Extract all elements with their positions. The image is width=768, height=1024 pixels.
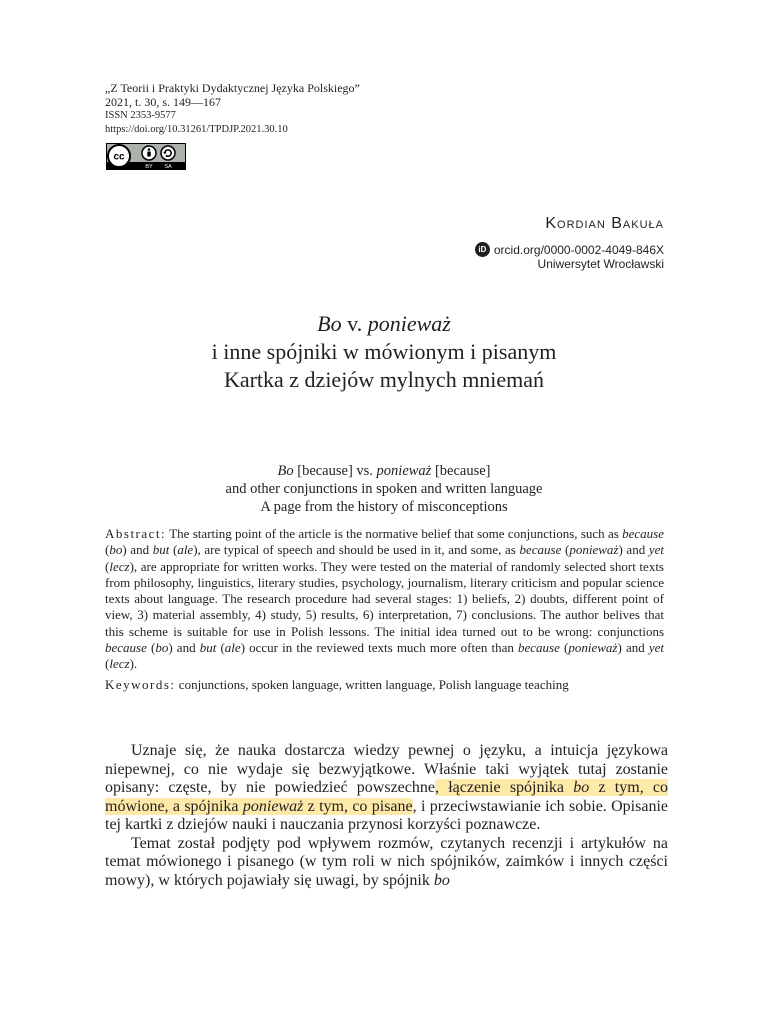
cc-license-badge[interactable] bbox=[106, 143, 186, 170]
title-line-2: i inne spójniki w mówionym i pisanym bbox=[211, 339, 557, 364]
highlight-part: z tym, co pisane bbox=[303, 797, 413, 815]
journal-issn: ISSN 2353-9577 bbox=[105, 110, 176, 121]
journal-name: „Z Teorii i Praktyki Dydaktycznej Języka Polskiego” bbox=[105, 81, 360, 95]
abstract-text: ( bbox=[105, 656, 110, 672]
abstract-text: The starting point of the article is the normative belief that some conjunctions, such as bbox=[166, 526, 623, 541]
sa-icon bbox=[161, 146, 175, 160]
en-title-bo: Bo bbox=[277, 463, 294, 479]
abstract-em: but bbox=[199, 640, 217, 656]
abstract-em: because bbox=[622, 526, 664, 541]
abstract-em: because bbox=[518, 640, 560, 656]
abstract-text: ), are typical of speech and should be used in it, and some, as bbox=[193, 542, 520, 558]
abstract-text: ) and bbox=[122, 542, 153, 558]
highlight-part: , łączenie spójnika bbox=[434, 779, 574, 796]
english-title bbox=[0, 462, 768, 516]
abstract-text: ). bbox=[129, 656, 138, 672]
author-block bbox=[475, 214, 664, 271]
paragraph-1 bbox=[105, 742, 668, 835]
abstract-em: lecz bbox=[109, 656, 130, 672]
abstract-text: ( bbox=[169, 542, 178, 558]
english-title-line-1 bbox=[0, 462, 768, 480]
keywords-text: conjunctions, spoken language, written language, Polish language teaching bbox=[175, 677, 569, 692]
highlight-part: z tym, co mówione, a spójnika bbox=[105, 779, 669, 815]
orcid-icon: iD bbox=[475, 242, 490, 257]
abstract-em: because bbox=[105, 640, 147, 656]
abstract-text: ) and bbox=[168, 640, 200, 656]
journal-info bbox=[105, 82, 360, 136]
journal-volume: 2021, t. 30, s. 149—167 bbox=[105, 94, 222, 109]
abstract-text: ( bbox=[105, 558, 110, 574]
english-title-line-3: A page from the history of misconceptions bbox=[260, 499, 508, 515]
abstract-text: ( bbox=[146, 640, 156, 656]
abstract-label: Abstract: bbox=[105, 526, 167, 541]
en-title-poniewaz: ponieważ bbox=[376, 463, 432, 479]
paragraph-text: , i przeciwstawianie ich sobie. Opisanie tej kartki z dziejów nauki i nauczania przynosi korzyści poznawcze. bbox=[105, 797, 669, 833]
title-bo: Bo bbox=[317, 311, 342, 336]
abstract-em: ale bbox=[177, 542, 194, 558]
paragraph-text: Temat został podjęty pod wpływem rozmów, czytanych recenzji i artykułów na temat mówionego i pisanego (w tym roli w nich spójników, zaimków i innych części mowy), w których pojawiały się uwagi, by spójnik bbox=[105, 834, 668, 889]
title-line-1 bbox=[0, 310, 768, 338]
journal-doi[interactable]: https://doi.org/10.31261/TPDJP.2021.30.10 bbox=[105, 123, 288, 135]
abstract-em: but bbox=[152, 542, 170, 558]
title-line-3: Kartka z dziejów mylnych mniemań bbox=[223, 367, 545, 392]
abstract bbox=[105, 526, 664, 673]
highlight-em: ponieważ bbox=[242, 797, 304, 815]
abstract-text: ) and bbox=[617, 640, 649, 656]
keywords bbox=[105, 677, 664, 693]
affiliation: Uniwersytet Wrocławski bbox=[537, 257, 664, 271]
svg-text:cc: cc bbox=[113, 151, 125, 163]
orcid-link[interactable]: orcid.org/0000-0002-4049-846X bbox=[493, 242, 664, 257]
abstract-em: ponieważ bbox=[568, 640, 618, 656]
en-title-because-1: [because] vs. bbox=[293, 463, 377, 479]
abstract-em: yet bbox=[648, 542, 664, 558]
abstract-text: ), are appropriate for written works. They were tested on the material of randomly selected short texts from philosophy, linguistics, literary studies, psychology, journalism, literary criticism and popular science texts about language. The research procedure had several stages: 1) beliefs, 2) doubts, different point of view, 3) material assembly, 4) study, 5) results, 6) interpretation, 7) conclusions. The author belives that this scheme is suitable for use in Polish lessons. The initial idea turned out to be wrong: conjunctions bbox=[105, 558, 664, 639]
abstract-text: ) and bbox=[618, 542, 649, 558]
article-title bbox=[0, 310, 768, 394]
english-title-line-2: and other conjunctions in spoken and written language bbox=[225, 481, 543, 497]
body-text bbox=[105, 742, 668, 890]
sa-label: SA bbox=[164, 164, 172, 170]
by-label: BY bbox=[145, 164, 153, 170]
abstract-text: ) occur in the reviewed texts much more often than bbox=[240, 640, 519, 656]
abstract-em: ponieważ bbox=[569, 542, 619, 558]
keywords-label: Keywords: bbox=[105, 677, 176, 692]
abstract-text: ( bbox=[105, 542, 110, 558]
author-name: Kordian Bakuła bbox=[545, 215, 664, 232]
title-vs: v. bbox=[341, 311, 368, 336]
orcid-line[interactable] bbox=[475, 242, 664, 257]
abstract-text: ( bbox=[216, 640, 225, 656]
abstract-em: yet bbox=[648, 640, 664, 656]
abstract-text: ( bbox=[561, 542, 570, 558]
cc-icon bbox=[108, 145, 130, 167]
paragraph-2 bbox=[105, 835, 668, 891]
abstract-em: ale bbox=[224, 640, 241, 656]
paragraph-text: Uznaje się, że nauka dostarcza wiedzy pewnej o języku, a intuicja językowa niepewnej, co nie wydaje się bezwyjątkowe. Właśnie taki wyjątek tutaj zostanie opisany: częste, by nie powiedzieć powszechne bbox=[105, 742, 668, 796]
abstract-em: bo bbox=[155, 640, 169, 656]
abstract-em: because bbox=[519, 542, 562, 558]
title-poniewaz: ponieważ bbox=[367, 311, 451, 336]
abstract-em: bo bbox=[109, 542, 123, 558]
by-icon bbox=[142, 146, 156, 160]
paragraph-em: bo bbox=[433, 871, 450, 889]
en-title-because-2: [because] bbox=[431, 463, 491, 479]
abstract-em: lecz bbox=[109, 558, 130, 574]
abstract-text: ( bbox=[559, 640, 569, 656]
highlight-em: bo bbox=[573, 779, 590, 796]
